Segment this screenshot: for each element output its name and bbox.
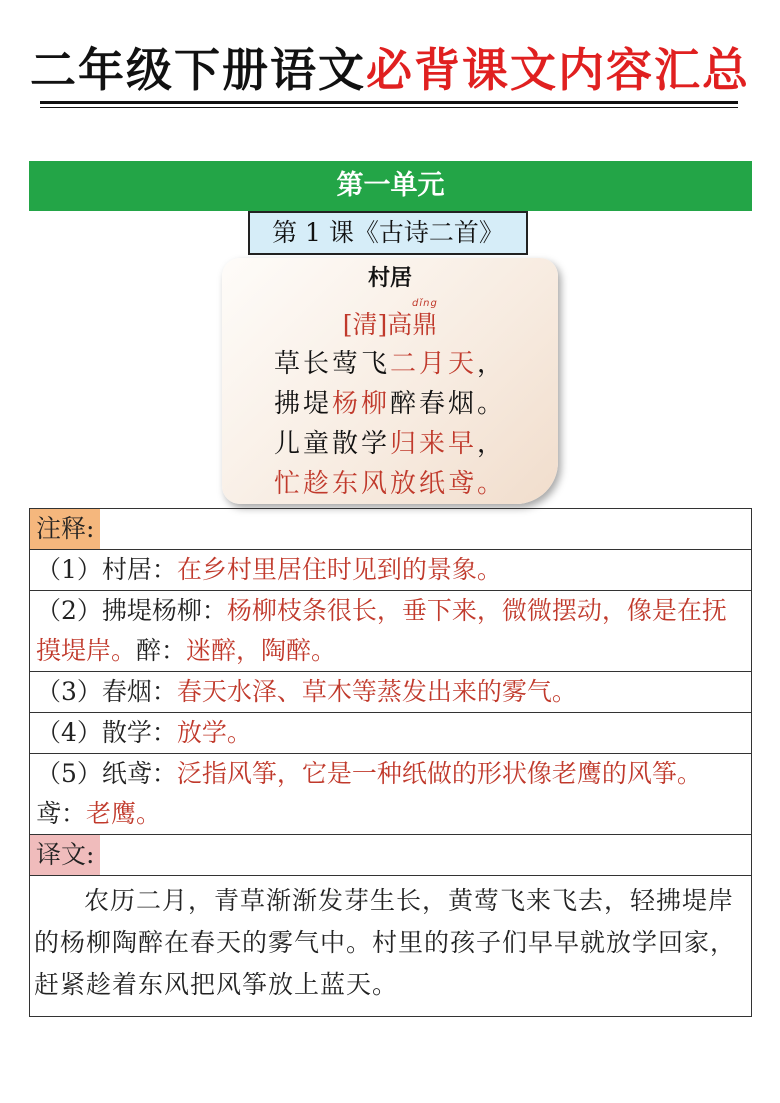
note-definition: 迷醉，陶醉。: [186, 636, 337, 665]
poem-line-punct: ，: [477, 429, 507, 459]
author-name: 高鼎: [387, 310, 438, 339]
poem-line-2: [222, 386, 558, 422]
note-term: （3）春烟：: [36, 677, 177, 706]
note-definition: 放学。: [176, 718, 252, 747]
notes-label-row: [30, 509, 752, 550]
note-row: [30, 591, 752, 672]
poem-line-text: 拂堤: [273, 389, 332, 419]
translation-text: 农历二月，青草渐渐发芽生长，黄莺飞来飞去，轻拂堤岸的杨柳陶醉在春天的雾气中。村里的孩子们早早就放学回家，赶紧趁着东风把风筝放上蓝天。: [30, 876, 752, 1017]
poem-line-highlight: 杨柳: [331, 389, 390, 419]
note-definition: 泛指风筝，它是一种纸做的形状像老鹰的风筝。: [176, 759, 702, 788]
poem-line-text: 儿童散学: [273, 429, 390, 459]
note-row: [30, 672, 752, 713]
note-term: （2）拂堤杨柳：: [36, 596, 227, 625]
note-row: [30, 754, 752, 835]
note-term: （4）散学：: [36, 718, 177, 747]
poem-line-3: [222, 426, 558, 462]
poem-line-punct: ，: [477, 349, 507, 379]
note-definition: 老鹰。: [86, 799, 162, 828]
poem-line-highlight: 二月天: [389, 349, 477, 379]
notes-table: [29, 508, 752, 1017]
lesson-title: 第 1 课《古诗二首》: [248, 211, 528, 255]
page-title: [0, 40, 780, 100]
poem-line-1: [222, 346, 558, 382]
note-row: [30, 550, 752, 591]
pinyin-annotation: dǐng: [412, 298, 438, 309]
poem-line-highlight: 忙趁东风放纸鸢。: [273, 469, 506, 499]
poem-author: [222, 308, 558, 342]
note-term: 鸢：: [36, 799, 87, 828]
author-dynasty: [清]: [342, 310, 388, 339]
note-term: 醉：: [136, 636, 187, 665]
poem-title: 村居: [367, 266, 412, 291]
note-row: [30, 713, 752, 754]
poem-line-highlight: 归来早: [389, 429, 477, 459]
poem-card: [222, 258, 558, 504]
note-definition: 在乡村里居住时见到的景象。: [176, 555, 502, 584]
page-title-black: 二年级下册语文: [30, 43, 366, 97]
page-title-red: 必背课文内容汇总: [366, 43, 750, 97]
title-underline-thick: [40, 101, 738, 104]
translation-label-row: [30, 835, 752, 876]
note-definition: 杨柳枝条很长，垂下来，微微摆动，像是在抚摸堤岸。: [36, 596, 727, 665]
translation-row: [30, 876, 752, 1017]
unit-header: 第一单元: [29, 161, 752, 211]
note-term: （5）纸鸢：: [36, 759, 177, 788]
poem-line-text: 草长莺飞: [273, 349, 390, 379]
note-definition: 春天水泽、草木等蒸发出来的雾气。: [176, 677, 577, 706]
notes-label: 注释:: [30, 509, 100, 549]
note-term: （1）村居：: [36, 555, 177, 584]
translation-label: 译文:: [30, 835, 100, 875]
title-underline-thin: [40, 107, 738, 108]
poem-line-text: 醉春烟。: [390, 389, 507, 419]
poem-line-4: [222, 466, 558, 502]
